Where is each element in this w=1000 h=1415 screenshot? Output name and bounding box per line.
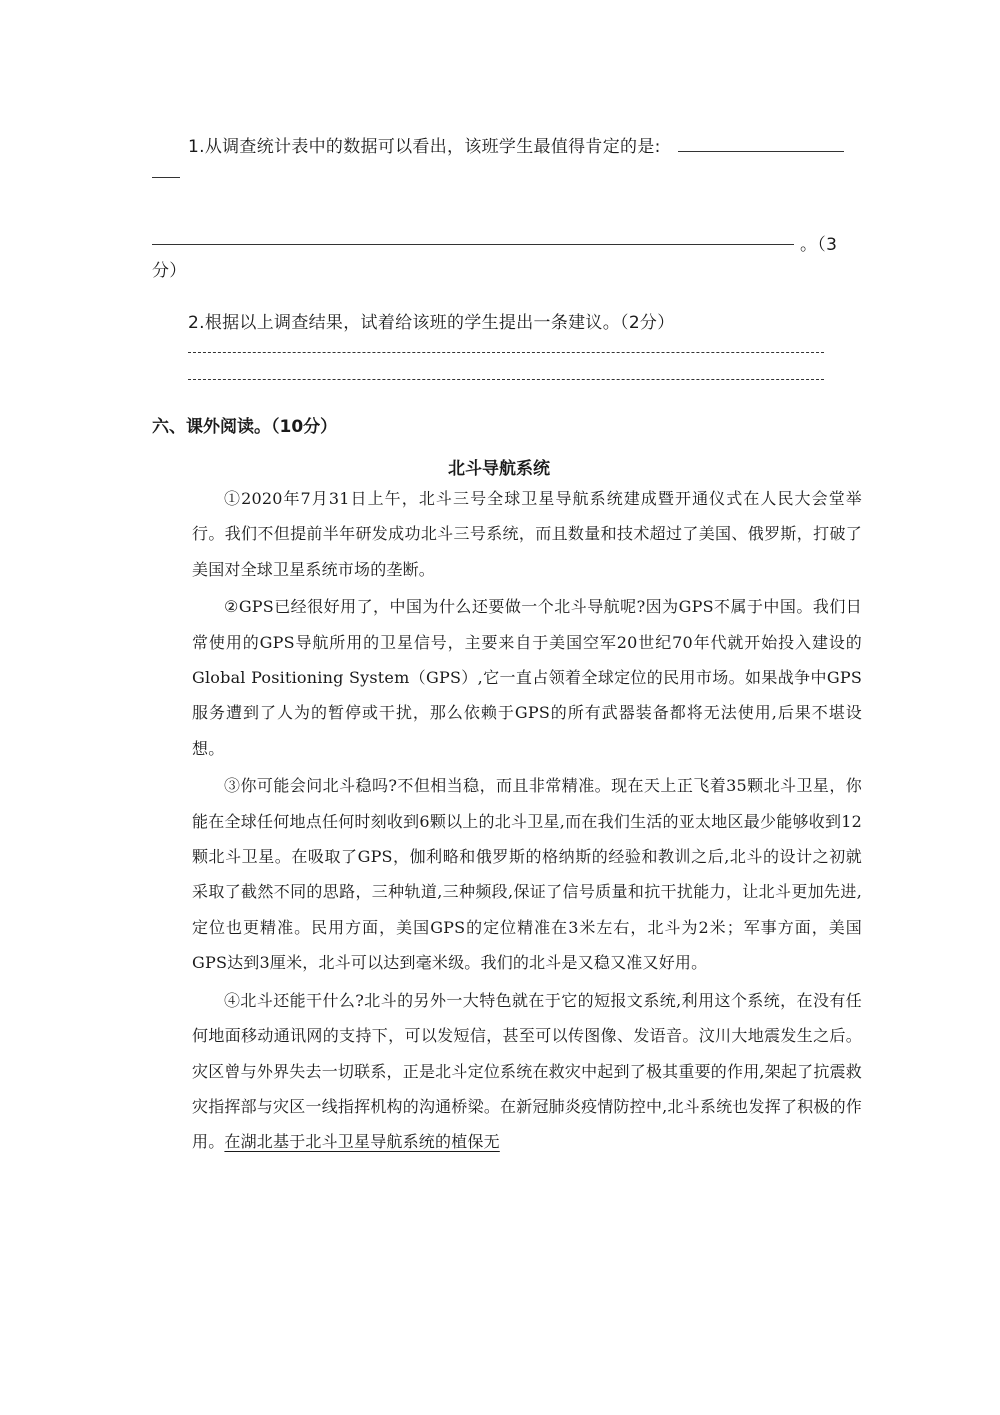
paragraph-4-underlined: 在湖北基于北斗卫星导航系统的植保无: [224, 1132, 500, 1152]
question-1-score-tail: 分）: [152, 261, 187, 281]
question-1-text: 1.从调查统计表中的数据可以看出，该班学生最值得肯定的是:: [188, 137, 661, 157]
paragraph-3: ③你可能会问北斗稳吗?不但相当稳，而且非常精准。现在天上正飞着35颗北斗卫星，你能在全球任何地点任何时刻收到6颗以上的北斗卫星,而在我们生活的亚太地区最少能够收到12颗北斗卫星。在吸取了GPS，伽利略和俄罗斯的格纳斯的经验和教训之后,北斗的设计之初就采取了截然不同的思路，三种轨道,三种频段,保证了信号质量和抗干扰能力，让北斗更加先进,定位也更精准。民用方面，美国GPS的定位精准在3米左右，北斗为2米；军事方面，美国GPS达到3厘米，北斗可以达到毫米级。我们的北斗是又稳又准又好用。: [192, 776, 862, 973]
article-body: [192, 481, 862, 1160]
paragraph-2: ②GPS已经很好用了，中国为什么还要做一个北斗导航呢?因为GPS不属于中国。我们日常使用的GPS导航所用的卫星信号，主要来自于美国空军20世纪70年代就开始投入建设的Global Positioning System（GPS）,它一直占领着全球定位的民用市场。如果战争中GPS服务遭到了人为的暂停或干扰，那么依赖于GPS的所有武器装备都将无法使用,后果不堪设想。: [192, 597, 862, 758]
answer-line-q1-a: [678, 151, 844, 152]
answer-line-q2-b: [188, 379, 824, 380]
answer-line-q2-a: [188, 352, 824, 353]
article-title: 北斗导航系统: [448, 459, 550, 479]
question-1-score: 。（3: [800, 235, 838, 255]
paragraph-4-text: ④北斗还能干什么?北斗的另外一大特色就在于它的短报文系统,利用这个系统，在没有任何地面移动通讯网的支持下，可以发短信，甚至可以传图像、发语音。汶川大地震发生之后。灾区曾与外界失去一切联系，正是北斗定位系统在救灾中起到了极其重要的作用,架起了抗震救灾指挥部与灾区一线指挥机构的沟通桥梁。在新冠肺炎疫情防控中,北斗系统也发挥了积极的作用。: [192, 990, 862, 1152]
answer-line-q1-c: [152, 244, 794, 245]
paragraph-4: [192, 983, 862, 1160]
paragraph-1: ①2020年7月31日上午，北斗三号全球卫星导航系统建成暨开通仪式在人民大会堂举行。我们不但提前半年研发成功北斗三号系统，而且数量和技术超过了美国、俄罗斯，打破了美国对全球卫星系统市场的垄断。: [192, 489, 862, 579]
question-2-text: 2.根据以上调查结果，试着给该班的学生提出一条建议。（2分）: [188, 313, 675, 333]
answer-line-q1-b: [152, 177, 180, 178]
section-heading: 六、课外阅读。（10分）: [152, 417, 338, 437]
